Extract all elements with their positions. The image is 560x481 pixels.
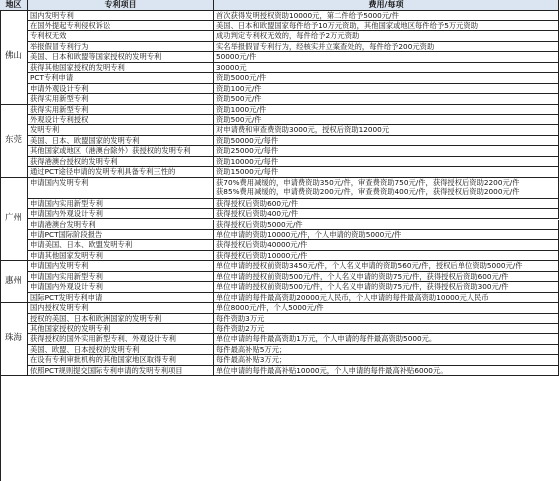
table-row-item: 外观设计专利授权	[28, 115, 214, 125]
table-row-item: 申请国内发明专利	[28, 261, 214, 271]
table-row-item: 美国、欧盟、日本授权的发明专利	[28, 345, 214, 355]
table-row-fee: 资助5000元/件	[214, 73, 559, 83]
table-row-fee: 获70%费用减缓的，申请费资助350元/件，审查费资助750元/件，获得授权后资助2200元/件 获85%费用减缓的，申请费资助200元/件，审查费资助400元/件，获得授权后资助2000元/件	[214, 178, 559, 199]
table-row-item: 获得实用新型专利	[28, 105, 214, 115]
table-row-fee: 单位申请的授权前资助3450元/件，个人名义申请的资助560元/件，授权后单位资助5000元/件	[214, 261, 559, 271]
table-row-fee: 资助25000元/每件	[214, 146, 559, 156]
table-row-fee: 获得授权后资助10000元/件	[214, 251, 559, 261]
table-row-item: 申请国内发明专利	[28, 178, 214, 199]
table-row-fee: 资助100元/件	[214, 84, 559, 94]
table-row-item: 其他国家或地区（港澳台除外）获授权的发明专利	[28, 146, 214, 156]
table-row-item: 其他国家授权的发明专利	[28, 324, 214, 334]
table-row-fee: 单位申请的每件最高资助20000元人民币，个人申请的每件最高资助10000元人民币	[214, 293, 559, 303]
table-row-item: 专利权无效	[28, 31, 214, 41]
table-row-item: 申请国内外观设计专利	[28, 209, 214, 219]
table-row-item: 申请国内实用新型专利	[28, 199, 214, 209]
table-row-item: 通过PCT途径申请的发明专利具备专利三性的	[28, 167, 214, 177]
table-row-fee: 每件最高补贴3万元；	[214, 355, 559, 365]
table-row-fee: 单位申请的每件最高补贴10000元，个人申请的每件最高补贴6000元。	[214, 366, 559, 376]
table-row-item: 依照PCT规则提交国际专利申请的发明专利项目	[28, 366, 214, 376]
table-row-item: 发明专利	[28, 125, 214, 135]
table-row-fee: 获得授权后资助400元/件	[214, 209, 559, 219]
table-row-fee: 资助500元/件	[214, 94, 559, 104]
table-row-item: 申请国内实用新型专利	[28, 272, 214, 282]
table-row-fee: 获得授权后资助40000元/件	[214, 240, 559, 250]
table-row-fee: 30000元	[214, 63, 559, 73]
table-row-item: 申请外观设计专利	[28, 84, 214, 94]
table-row-item: 国际PCT发明专利申请	[28, 293, 214, 303]
table-row-fee: 首次获得发明授权资助10000元，第二件给予5000元/件	[214, 11, 559, 21]
table-row-item: 授权的美国、日本和欧洲国家的发明专利	[28, 314, 214, 324]
table-row-item: 举报假冒专利行为	[28, 42, 214, 52]
table-row-item: 国内发明专利	[28, 11, 214, 21]
table-row-fee: 实名举报假冒专利行为，经核实并立案查处的，每件给予200元资助	[214, 42, 559, 52]
table-row-fee: 50000元/件	[214, 52, 559, 62]
table-row-item: PCT专利申请	[28, 73, 214, 83]
table-row-fee: 获得授权后资助600元/件	[214, 199, 559, 209]
table-row-fee: 资助1000元/件	[214, 105, 559, 115]
table-row-item: 美国、日本、欧盟国家的发明专利	[28, 136, 214, 146]
table-row-item: 申请PCT国际阶段报告	[28, 230, 214, 240]
table-row-item: 申请美国、日本、欧盟发明专利	[28, 240, 214, 250]
table-row-fee: 单位申请的资助10000元/件，个人申请的资助5000元/件	[214, 230, 559, 240]
table-row-item: 获得实用新型专利	[28, 94, 214, 104]
table-row-fee: 资助10000元/每件	[214, 157, 559, 167]
table-row-item: 申请其他国家发明专利	[28, 251, 214, 261]
region-cell: 惠州	[0, 261, 28, 303]
table-row-fee: 资助50000元/每件	[214, 136, 559, 146]
table-row-item: 国内授权发明专利	[28, 303, 214, 313]
table-row-fee: 单位申请的授权前资助500元/件，个人名义申请的资助75元/件，获得授权后资助600元/件	[214, 272, 559, 282]
table-row-item: 在国外提起专利侵权诉讼	[28, 21, 214, 31]
table-row-fee: 对申请费和审查费资助3000元，授权后资助12000元	[214, 125, 559, 135]
region-cell: 广州	[0, 178, 28, 262]
header-fee: 费用/每项	[214, 0, 559, 11]
region-cell: 东莞	[0, 105, 28, 178]
table-row-item: 申请国内外观设计专利	[28, 282, 214, 292]
header-region: 地区	[0, 0, 28, 11]
header-item: 专利项目	[28, 0, 214, 11]
table-row-item: 获得港澳台授权的发明专利	[28, 157, 214, 167]
table-row-item: 美国、日本和欧盟等国家授权的发明专利	[28, 52, 214, 62]
table-row-fee: 每件资助2万元	[214, 324, 559, 334]
table-row-fee: 美国、日本和欧盟国家每件给予10万元资助，其他国家或地区每件给予5万元资助	[214, 21, 559, 31]
table-row-item: 获得授权的国外实用新型专利、外观设计专利	[28, 334, 214, 344]
table-row-fee: 单位申请的授权前资助500元/件，个人名义申请的资助75元/件，获得授权后资助300元/件	[214, 282, 559, 292]
table-row-item: 申请港澳台发明专利	[28, 220, 214, 230]
table-row-fee: 获得授权后资助5000元/件	[214, 220, 559, 230]
table-row-fee: 每件最高补贴5万元；	[214, 345, 559, 355]
table-row-fee: 单位8000元/件，个人5000元/件	[214, 303, 559, 313]
table-row-fee: 资助15000元/每件	[214, 167, 559, 177]
table-row-fee: 成功判定专利权无效的，每件给予2万元资助	[214, 31, 559, 41]
table-row-fee: 每件资助3万元	[214, 314, 559, 324]
table-row-fee: 单位申请的每件最高资助1万元，个人申请的每件最高资助5000元。	[214, 334, 559, 344]
table-row-fee: 资助500元/件	[214, 115, 559, 125]
table-row-item: 获得其他国家授权的发明专利	[28, 63, 214, 73]
table-row-item: 在设有专利审批机构的其他国家地区取得专利	[28, 355, 214, 365]
region-cell: 珠海	[0, 303, 28, 376]
region-cell: 佛山	[0, 11, 28, 105]
